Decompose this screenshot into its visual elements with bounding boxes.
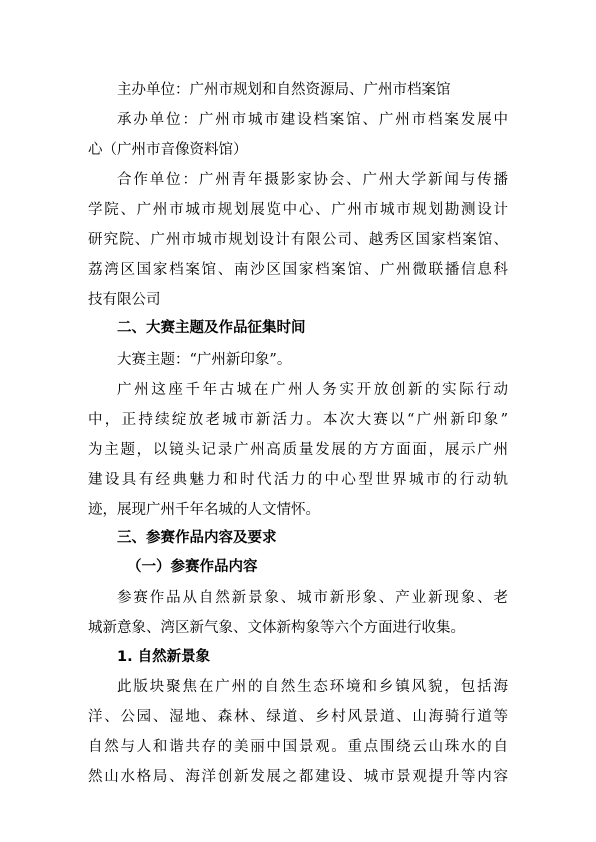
partner-line: 合作单位：广州青年摄影家协会、广州大学新闻与传播 [117, 172, 508, 188]
theme-paragraph-5: 迹，展现广州千年名城的人文情怀。 [88, 502, 320, 518]
theme-paragraph-3: 为主题，以镜头记录广州高质量发展的方方面面，展示广州 [88, 442, 508, 458]
co-organizer-line: 承办单位：广州市城市建设档案馆、广州市档案发展中 [117, 112, 508, 128]
natural-paragraph-2: 洋、公园、湿地、森林、绿道、乡村风景道、山海骑行道等 [88, 709, 508, 725]
content-paragraph-2: 城新意象、湾区新气象、文体新构象等六个方面进行收集。 [88, 620, 465, 636]
natural-paragraph-3: 自然与人和谐共存的美丽中国景观。重点围绕云山珠水的自 [88, 739, 508, 755]
partner-continued-3: 荔湾区国家档案馆、南沙区国家档案馆、广州微联播信息科 [88, 262, 508, 278]
section-heading-content: 三、参赛作品内容及要求 [117, 530, 277, 546]
organizer-line: 主办单位：广州市规划和自然资源局、广州市档案馆 [117, 82, 451, 98]
partner-continued-2: 研究院、广州市城市规划设计有限公司、越秀区国家档案馆、 [88, 232, 508, 248]
theme-line: 大赛主题：“广州新印象”。 [117, 352, 292, 368]
co-organizer-continued: 心（广州市音像资料馆） [88, 142, 248, 158]
theme-paragraph-1: 广州这座千年古城在广州人务实开放创新的实际行动 [117, 382, 508, 398]
natural-paragraph-4: 然山水格局、海洋创新发展之都建设、城市景观提升等内容 [88, 769, 508, 785]
theme-paragraph-2: 中，正持续绽放老城市新活力。本次大赛以“广州新印象” [88, 412, 508, 428]
subsection-heading-content: （一）参赛作品内容 [127, 559, 258, 575]
subheading-natural: 1. 自然新景象 [117, 649, 211, 665]
theme-paragraph-4: 建设具有经典魅力和时代活力的中心型世界城市的行动轨 [88, 472, 508, 488]
content-paragraph-1: 参赛作品从自然新景象、城市新形象、产业新现象、老 [117, 590, 508, 606]
partner-continued-1: 学院、广州市城市规划展览中心、广州市城市规划勘测设计 [88, 202, 508, 218]
natural-paragraph-1: 此版块聚焦在广州的自然生态环境和乡镇风貌，包括海 [117, 679, 508, 695]
section-heading-theme: 二、大赛主题及作品征集时间 [117, 320, 306, 336]
partner-continued-4: 技有限公司 [88, 292, 161, 308]
